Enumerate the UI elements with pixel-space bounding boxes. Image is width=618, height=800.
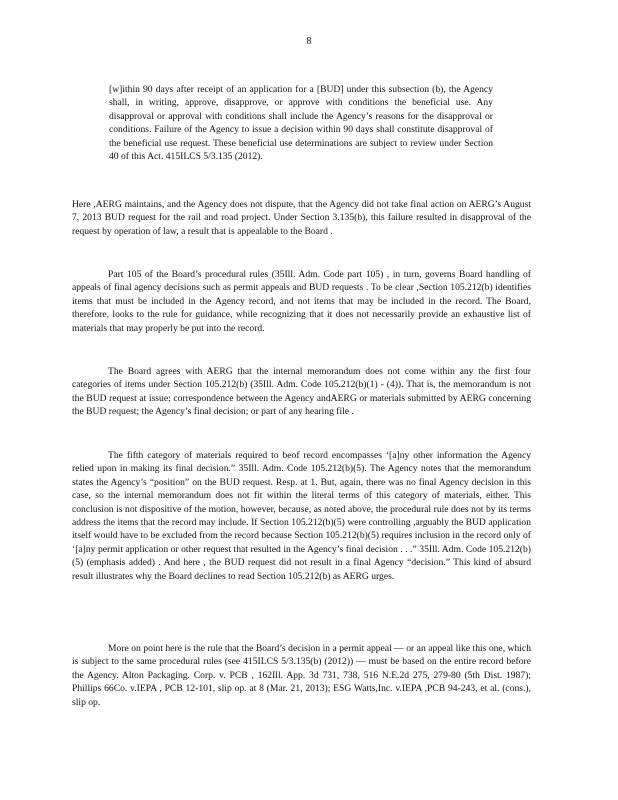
quote-text: [w]ithin 90 days after receipt of an application for a [BUD] under this subsection (b), the Agency shall, in writing, approve, disapprove, or approve with conditions the beneficial use. Any disapproval or approval with conditions shall include the Agency’s reasons for the disapproval or conditions. Failure of the Agency to issue a decision within 90 days shall constitute disapproval of the beneficial use request. These beneficial use determinations are subject to review under Section 40 of this Act. 415ILCS 5/3.135 (2012). xyxy=(109,84,493,163)
page-number: 8 xyxy=(306,36,312,47)
paragraph-2 xyxy=(72,268,531,335)
paragraph-text: The fifth category of materials required to beof record encompasses ‘[a]ny other information the Agency relied upon in making its final decision.” 35Ill. Adm. Code 105.212(b)(5). The Agency notes that the memorandum states the Agency’s “position” on the BUD request. Resp. at 1. But, again, there was no final Agency decision in this case, so the internal memorandum does not fit within the literal terms of this category of materials, either. This conclusion is not dispositive of the motion, however, because, as noted above, the procedural rule does not by its terms address the items that the record may include. If Section 105.212(b)(5) were controlling ,arguably the BUD application itself would have to be excluded from the record because Section 105.212(b)(5) requires inclusion in the record only of ‘[a]ny permit application or other request that resulted in the Agency’s final decision . . .” 35Ill. Adm. Code 105.212(b)(5) (emphasis added) . And here , the BUD request did not result in a final Agency “decision.” This kind of absurd result illustrates why the Board declines to read Section 105.212(b) as AERG urges. xyxy=(72,450,531,582)
paragraph-text: Part 105 of the Board’s procedural rules (35Ill. Adm. Code part 105) , in turn, governs Board handling of appeals of final agency decisions such as permit appeals and BUD requests . To be clear ,Section 105.212(b) identifies items that must be included in the Agency record, and not items that may be included in the record. The Board, therefore, looks to the rule for guidance, while recognizing that it does not necessarily provide an exhaustive list of materials that may properly be put into the record. xyxy=(72,269,531,334)
paragraph-text: More on point here is the rule that the Board’s decision in a permit appeal — or an appeal like this one, which is subject to the same procedural rules (see 415ILCS 5/3.135(b) (2012)) — must be based on the entire record before the Agency. Alton Packaging. Corp. v. PCB , 162Ill. App. 3d 731, 738, 516 N.E.2d 275, 279-80 (5th Dist. 1987); Phillips 66Co. v.IEPA , PCB 12-101, slip op. at 8 (Mar. 21, 2013); ESG Watts,Inc. v.IEPA ,PCB 94-243, et al. (cons.), slip op. xyxy=(72,643,531,708)
paragraph-text: Here ,AERG maintains, and the Agency does not dispute, that the Agency did not take final action on AERG’s August 7, 2013 BUD request for the rail and road project. Under Section 3.135(b), this failure resulted in disapproval of the request by operation of law, a result that is appealable to the Board . xyxy=(72,199,531,237)
paragraph-5 xyxy=(72,642,531,709)
paragraph-3 xyxy=(72,365,531,419)
block-quote xyxy=(109,83,493,163)
paragraph-text: The Board agrees with AERG that the internal memorandum does not come within any the first four categories of items under Section 105.212(b) (35Ill. Adm. Code 105.212(b)(1) - (4)). That is, the memorandum is not the BUD request at issue; correspondence between the Agency andAERG or materials submitted by AERG concerning the BUD request; the Agency’s final decision; or part of any hearing file . xyxy=(72,366,531,418)
paragraph-4 xyxy=(72,449,531,583)
paragraph-1 xyxy=(72,198,531,238)
